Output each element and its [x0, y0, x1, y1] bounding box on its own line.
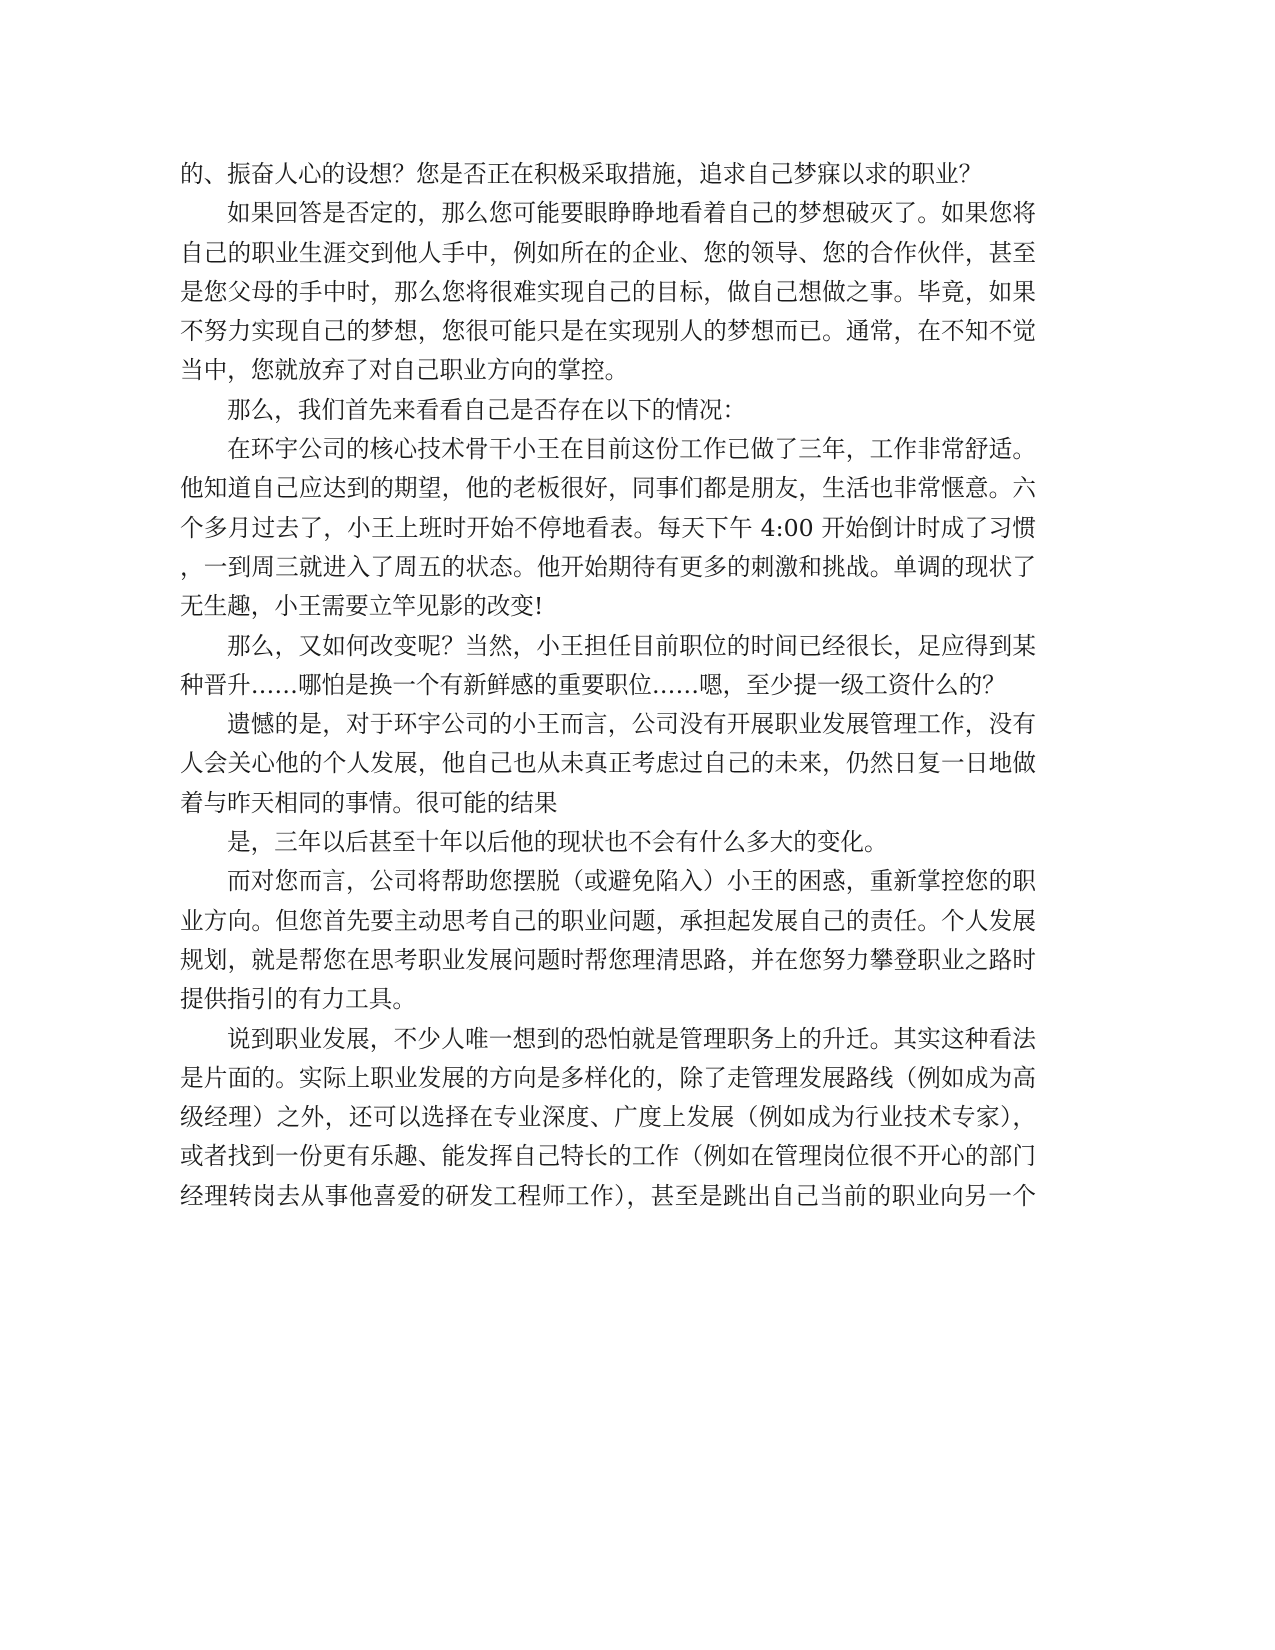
- text-line: 规划，就是帮您在思考职业发展问题时帮您理清思路，并在您努力攀登职业之路时: [180, 945, 1036, 974]
- text-line: 是片面的。实际上职业发展的方向是多样化的，除了走管理发展路线（例如成为高: [180, 1063, 1036, 1092]
- text-line: 他知道自己应达到的期望，他的老板很好，同事们都是朋友，生活也非常惬意。六: [180, 474, 1036, 503]
- text-line: 那么，我们首先来看看自己是否存在以下的情况：: [227, 395, 747, 424]
- text-line: 或者找到一份更有乐趣、能发挥自己特长的工作（例如在管理岗位很不开心的部门: [180, 1142, 1036, 1171]
- text-line: 的、振奋人心的设想？您是否正在积极采取措施，追求自己梦寐以求的职业？: [180, 160, 983, 188]
- text-line: 当中，您就放弃了对自己职业方向的掌控。: [180, 356, 629, 385]
- text-line: 着与昨天相同的事情。很可能的结果: [180, 788, 558, 817]
- text-line: 是，三年以后甚至十年以后他的现状也不会有什么多大的变化。: [227, 828, 888, 857]
- text-line: 种晋升……哪怕是换一个有新鲜感的重要职位……嗯，至少提一级工资什么的？: [180, 670, 1006, 699]
- text-line: 遗憾的是，对于环宇公司的小王而言，公司没有开展职业发展管理工作，没有: [227, 710, 1036, 739]
- text-line: 在环宇公司的核心技术骨干小王在目前这份工作已做了三年，工作非常舒适。: [227, 435, 1036, 464]
- document-body: [180, 155, 1036, 1216]
- text-line: 个多月过去了，小王上班时开始不停地看表。每天下午 4:00 开始倒计时成了习惯: [180, 513, 1036, 542]
- text-line: 经理转岗去从事他喜爱的研发工程师工作），甚至是跳出自己当前的职业向另一个: [180, 1181, 1036, 1210]
- text-line: 自己的职业生涯交到他人手中，例如所在的企业、您的领导、您的合作伙伴，甚至: [180, 238, 1036, 267]
- text-line: 业方向。但您首先要主动思考自己的职业问题，承担起发展自己的责任。个人发展: [180, 906, 1036, 935]
- text-line: 说到职业发展，不少人唯一想到的恐怕就是管理职务上的升迁。其实这种看法: [227, 1024, 1036, 1053]
- text-line: ，一到周三就进入了周五的状态。他开始期待有更多的刺激和挑战。单调的现状了: [180, 552, 1036, 581]
- text-line: 而对您而言，公司将帮助您摆脱（或避免陷入）小王的困惑，重新掌控您的职: [227, 867, 1036, 896]
- text-line: 提供指引的有力工具。: [180, 985, 416, 1014]
- text-line: 无生趣，小王需要立竿见影的改变!: [180, 592, 544, 621]
- text-line: 不努力实现自己的梦想，您很可能只是在实现别人的梦想而已。通常，在不知不觉: [180, 317, 1036, 346]
- text-line: 如果回答是否定的，那么您可能要眼睁睁地看着自己的梦想破灭了。如果您将: [227, 199, 1036, 228]
- text-line: 级经理）之外，还可以选择在专业深度、广度上发展（例如成为行业技术专家），: [180, 1103, 1036, 1132]
- text-line: 人会关心他的个人发展，他自己也从未真正考虑过自己的未来，仍然日复一日地做: [180, 749, 1036, 778]
- text-line: 是您父母的手中时，那么您将很难实现自己的目标，做自己想做之事。毕竟，如果: [180, 277, 1036, 306]
- text-line: 那么，又如何改变呢？当然，小王担任目前职位的时间已经很长，足应得到某: [227, 631, 1036, 660]
